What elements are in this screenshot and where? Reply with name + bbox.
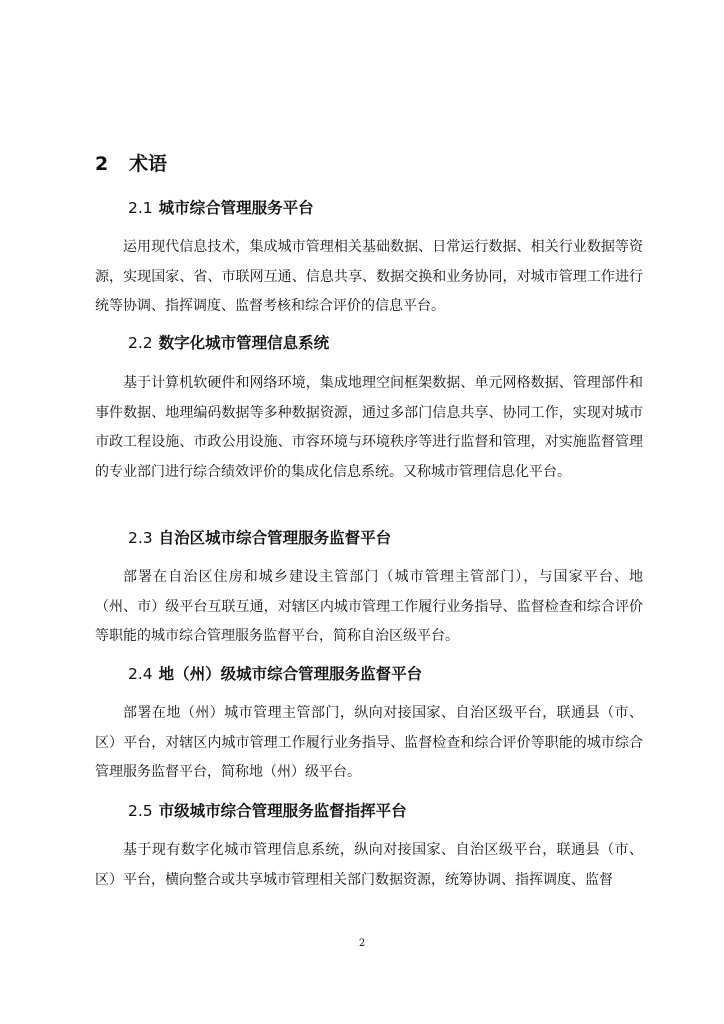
section-number: 2.5 [128, 802, 153, 820]
section-heading-2-2 [128, 332, 329, 354]
section-title: 市级城市综合管理服务监督指挥平台 [158, 802, 407, 820]
section-heading-2-3 [128, 527, 391, 549]
section-number: 2.4 [128, 665, 153, 683]
section-title: 数字化城市管理信息系统 [158, 334, 330, 352]
chapter-heading [95, 152, 167, 176]
section-title: 自治区城市综合管理服务监督平台 [158, 529, 392, 547]
page-number: 2 [358, 938, 366, 949]
section-heading-2-1 [128, 197, 314, 219]
section-title: 城市综合管理服务平台 [158, 199, 314, 217]
section-heading-2-5 [128, 800, 407, 822]
section-title: 地（州）级城市综合管理服务监督平台 [158, 665, 423, 683]
section-number: 2.3 [128, 529, 153, 547]
chapter-title: 术语 [129, 153, 168, 175]
section-body-2-3: 部署在自治区住房和城乡建设主管部门（城市管理主管部门），与国家平台、地（州、市）级平台互联互通，对辖区内城市管理工作履行业务指导、监督检查和综合评价等职能的城市综合管理服务监督平台，简称自治区级平台。 [95, 569, 643, 644]
section-body-2-2: 基于计算机软硬件和网络环境，集成地理空间框架数据、单元网格数据、管理部件和事件数据、地理编码数据等多种数据资源，通过多部门信息共享、协同工作，实现对城市市政工程设施、市政公用设施、市容环境与环境秩序等进行监督和管理，对实施监督管理的专业部门进行综合绩效评价的集成化信息系统。又称城市管理信息化平台。 [95, 375, 643, 480]
section-body-2-5: 基于现有数字化城市管理信息系统，纵向对接国家、自治区级平台，联通县（市、区）平台，横向整合或共享城市管理相关部门数据资源，统筹协调、指挥调度、监督 [95, 842, 643, 888]
section-number: 2.1 [128, 199, 153, 217]
chapter-number: 2 [95, 153, 109, 175]
section-heading-2-4 [128, 663, 422, 685]
section-body-2-4: 部署在地（州）城市管理主管部门，纵向对接国家、自治区级平台，联通县（市、区）平台，对辖区内城市管理工作履行业务指导、监督检查和综合评价等职能的城市综合管理服务监督平台，简称地（州）级平台。 [95, 705, 643, 780]
section-number: 2.2 [128, 334, 153, 352]
section-body-2-1: 运用现代信息技术，集成城市管理相关基础数据、日常运行数据、相关行业数据等资源，实现国家、省、市联网互通、信息共享、数据交换和业务协同，对城市管理工作进行统等协调、指挥调度、监督考核和综合评价的信息平台。 [95, 239, 643, 314]
